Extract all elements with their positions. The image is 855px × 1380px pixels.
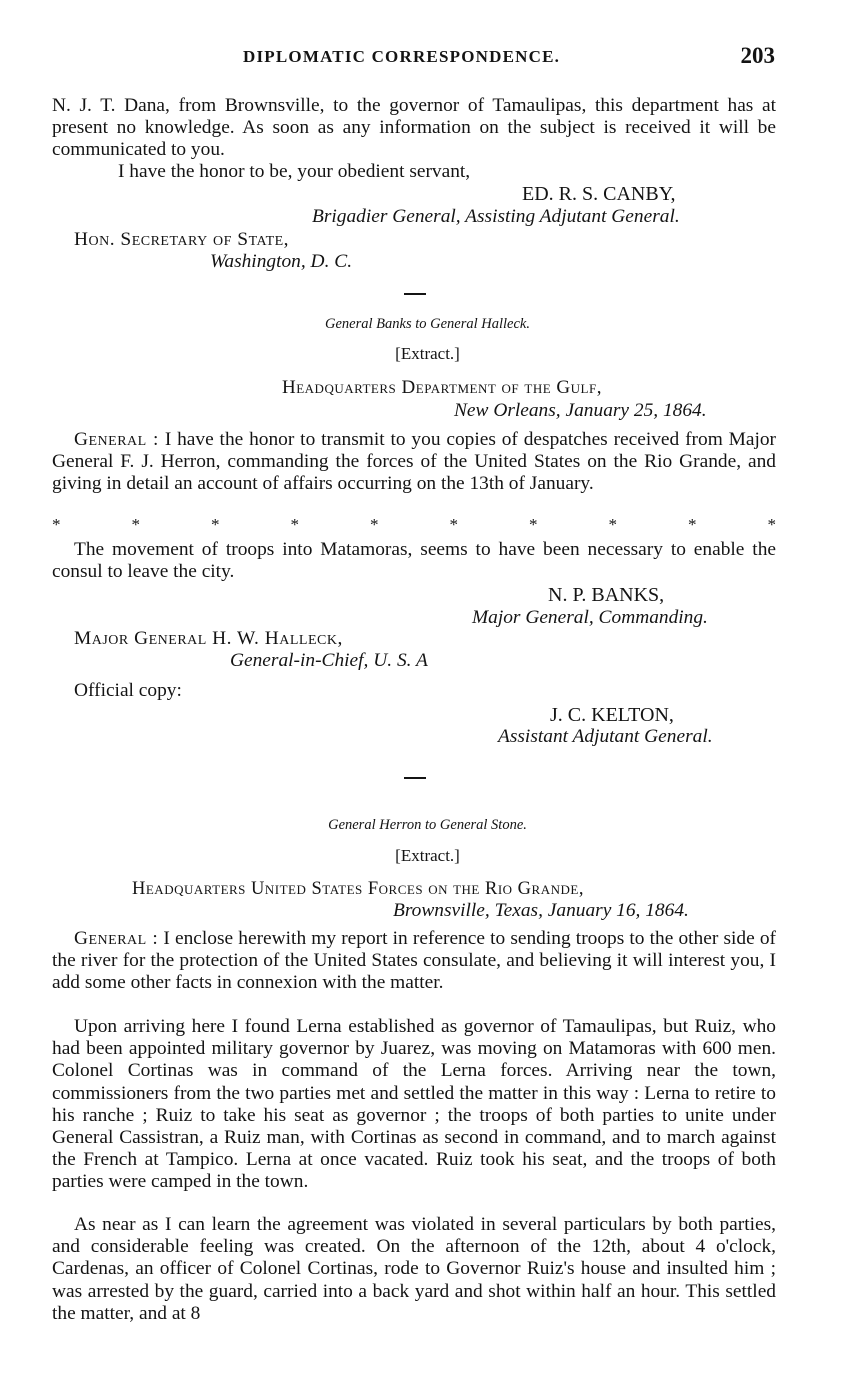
letter1-signature-name: ED. R. S. CANBY, xyxy=(522,183,676,205)
letter3-extract-label: [Extract.] xyxy=(395,846,460,865)
running-header-title: DIPLOMATIC CORRESPONDENCE. xyxy=(243,47,561,66)
letter2-signature-name: N. P. BANKS, xyxy=(548,584,665,606)
letter2-place-date: New Orleans, January 25, 1864. xyxy=(454,400,707,421)
ellipsis-star: * xyxy=(52,515,61,534)
letter2-caption: General Banks to General Halleck. xyxy=(325,316,530,332)
ellipsis-star: * xyxy=(211,515,220,534)
copy-signature-title: Assistant Adjutant General. xyxy=(498,726,713,747)
letter2-body2: The movement of troops into Matamoras, seems to have been necessary to enable the consul to leave the city. xyxy=(52,539,776,583)
letter2-salutation: General : xyxy=(74,429,159,450)
ellipsis-star: * xyxy=(529,515,538,534)
letter1-body: N. J. T. Dana, from Brownsville, to the governor of Tamaulipas, this department has at present no knowledge. As soon as any information on the subject is received it will be communicated to you. xyxy=(52,95,776,161)
letter1-signature-title: Brigadier General, Assisting Adjutant General. xyxy=(312,206,680,227)
letter2-body xyxy=(52,429,776,496)
letter3-caption: General Herron to General Stone. xyxy=(328,817,527,833)
section-divider xyxy=(404,293,426,295)
official-copy-label: Official copy: xyxy=(74,680,182,701)
letter3-paragraph1-text: I enclose herewith my report in reference to sending troops to the other side of the river for the protection of the United States consulate, and believing it will interest you, I add some other facts in connexion with the matter. xyxy=(52,928,776,994)
ellipsis-star: * xyxy=(131,515,140,534)
letter3-paragraph1 xyxy=(52,928,776,995)
letter2-addressee-text: Major General H. W. Halleck, xyxy=(74,628,343,649)
letter2-headquarters: Headquarters Department of the Gulf, xyxy=(282,377,602,398)
page-number: 203 xyxy=(740,43,775,68)
letter2-signature-title: Major General, Commanding. xyxy=(472,607,708,628)
letter2-extract-label: [Extract.] xyxy=(395,344,460,363)
ellipsis-star: * xyxy=(370,515,379,534)
ellipsis-stars xyxy=(52,514,776,536)
ellipsis-star: * xyxy=(688,515,697,534)
copy-signature-name: J. C. KELTON, xyxy=(550,704,674,726)
letter1-addressee-place: Washington, D. C. xyxy=(210,251,353,272)
letter2-addressee-title: General-in-Chief, U. S. A xyxy=(230,650,428,671)
letter3-headquarters: Headquarters United States Forces on the Rio Grande, xyxy=(132,879,584,899)
letter1-closing: I have the honor to be, your obedient servant, xyxy=(118,161,471,182)
section-divider xyxy=(404,777,426,779)
letter3-paragraph2: Upon arriving here I found Lerna established as governor of Tamaulipas, but Ruiz, who had been appointed military governor by Juarez, was moving on Matamoras with 600 men. Colonel Cortinas was in command of the Lerna forces. Arriving near the town, commissioners from the two parties met and settled the matter in this way : Lerna to retire to his ranche ; Ruiz to take his seat as governor ; the troops of both parties to unite under General Cassistran, a Ruiz man, with Cortinas as second in command, and to march against the French at Tampico. Lerna at once vacated. Ruiz took his seat, and the troops of both parties were camped in the town. xyxy=(52,1016,776,1193)
letter3-paragraph3: As near as I can learn the agreement was violated in several particulars by both parties, and considerable feeling was created. On the afternoon of the 12th, about 4 o'clock, Cardenas, an officer of Colonel Cortinas, rode to Governor Ruiz's house and insulted him ; was arrested by the guard, carried into a back yard and shot within half an hour. This settled the matter, and at 8 xyxy=(52,1214,776,1324)
letter2-addressee xyxy=(74,628,343,650)
letter3-place-date: Brownsville, Texas, January 16, 1864. xyxy=(393,900,689,921)
letter3-salutation: General : xyxy=(74,928,159,949)
ellipsis-star: * xyxy=(449,515,458,534)
ellipsis-star: * xyxy=(290,515,299,534)
ellipsis-star: * xyxy=(767,515,776,534)
letter2-body-text: I have the honor to transmit to you copies of despatches received from Major General F. J. Herron, commanding the forces of the United States on the Rio Grande, and giving in detail an account of affairs occurring on the 13th of January. xyxy=(52,429,777,495)
letter1-addressee: Hon. Secretary of State, xyxy=(74,229,290,250)
ellipsis-star: * xyxy=(608,515,617,534)
